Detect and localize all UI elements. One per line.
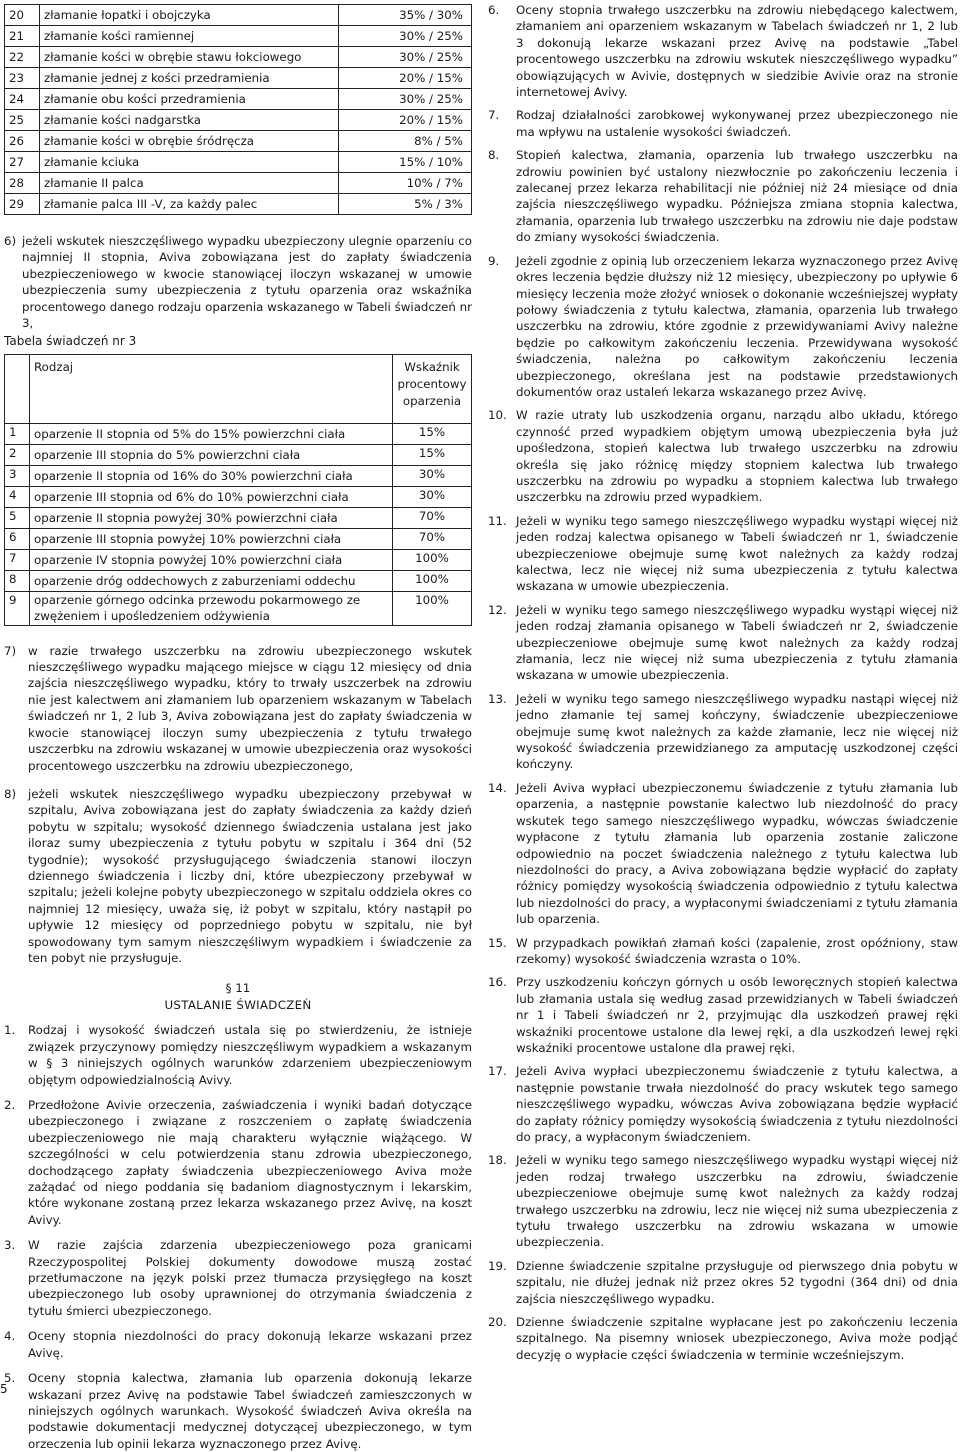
list-item-number: 15. <box>488 935 507 950</box>
table-row <box>5 5 472 26</box>
table-row <box>5 528 472 549</box>
list-item-text: Oceny stopnia kalectwa, złamania lub oparzenia dokonują lekarze wskazani przez Avivę na podstawie Tabel świadczeń zamieszczonych w niniejszych ogólnych warunkach. Wysokość świadczeń Aviva określa na podstawie dokumentacji medycznej dotyczącej ubezpieczonego, w tym orzeczenia lub opinii lekarza wyznaczonego przez Avivę. <box>28 1371 472 1451</box>
list-item <box>488 407 958 505</box>
row-description: oparzenie III stopnia od 6% do 10% powierzchni ciała <box>30 486 393 507</box>
list-item <box>488 2 958 100</box>
row-number: 1 <box>5 423 30 444</box>
row-percentage: 100% <box>393 591 472 625</box>
list-item <box>488 1258 958 1307</box>
row-percentage: 100% <box>393 570 472 591</box>
list-item-number: 1. <box>4 1023 16 1038</box>
list-item <box>4 1022 472 1088</box>
left-column <box>4 4 472 1452</box>
list-item <box>488 147 958 245</box>
table-row <box>5 173 472 194</box>
row-description: złamanie jednej z kości przedramienia <box>40 68 339 89</box>
row-description: złamanie obu kości przedramienia <box>40 89 339 110</box>
list-item-number: 7. <box>488 108 500 123</box>
list-item <box>488 780 958 928</box>
list-item-text: Stopień kalectwa, złamania, oparzenia lub trwałego uszczerbku na zdrowiu powinien być ustalony niezwłocznie po zakończeniu leczenia i zalecanej przez lekarza rehabilitacji nie później niż 24 miesiące od dnia zajścia nieszczęśliwego wypadku. Późniejsza zmiana stopnia kalectwa, złamania, oparzenia lub trwałego uszczerbku na zdrowiu nie daje podstaw do zmiany wysokości świadczenia. <box>516 148 958 245</box>
row-percentage: 100% <box>393 549 472 570</box>
list-item-text: W razie utraty lub uszkodzenia organu, narządu albo układu, którego czynność przed wypadkiem objętym umową ubezpieczenia była już upośledzona, stopień kalectwa lub trwałego uszczerbku na zdrowiu określa się jako różnicę między stopniem kalectwa lub trwałego uszczerbku na zdrowiu po wypadku a stopniem kalectwa lub trwałego uszczerbku na zdrowiu przed wypadkiem. <box>516 408 958 505</box>
row-description: oparzenie II stopnia od 16% do 30% powierzchni ciała <box>30 465 393 486</box>
list-item <box>488 691 958 773</box>
table-row <box>5 110 472 131</box>
row-description: złamanie kości ramiennej <box>40 26 339 47</box>
list-item-text: W razie zajścia zdarzenia ubezpieczeniowego poza granicami Rzeczypospolitej Polskiej dokumenty dowodowe muszą zostać przetłumaczone na język polski przez tłumacza przysięgłego na koszt ubezpieczonego lub osoby uprawnionej do otrzymania świadczenia z tytułu śmierci ubezpieczonego. <box>28 1238 472 1318</box>
table-row <box>5 570 472 591</box>
row-percentage: 5% / 3% <box>339 194 472 215</box>
row-number: 26 <box>5 131 40 152</box>
row-number: 2 <box>5 444 30 465</box>
row-description: złamanie kości w obrębie śródręcza <box>40 131 339 152</box>
row-number: 20 <box>5 5 40 26</box>
list-item-number: 13. <box>488 691 507 706</box>
row-description: złamanie kości nadgarstka <box>40 110 339 131</box>
table-row <box>5 507 472 528</box>
list-item-number: 17. <box>488 1064 507 1079</box>
list-item-text: Przedłożone Avivie orzeczenia, zaświadczenia i wyniki badań dotyczące ubezpieczonego i związane z roszczeniem o zapłatę świadczenia ubezpieczeniowego nie mają charakteru wyłącznie wiążącego. W szczególności w celu potwierdzenia stanu zdrowia ubezpieczonego, dochodzącego zapłaty świadczenia ubezpieczeniowego Aviva może zażądać od niego poddania się badaniom diagnostycznym i lekarskim, które wykonane zostaną przez lekarza wskazanego przez Avivę, na koszt Avivy. <box>28 1098 472 1227</box>
row-number: 24 <box>5 89 40 110</box>
list-item <box>488 974 958 1056</box>
row-number: 6 <box>5 528 30 549</box>
list-item <box>488 1152 958 1250</box>
list-item-text: Przy uszkodzeniu kończyn górnych u osób leworęcznych stopień kalectwa lub złamania ustala się według zasad przewidzianych w Tabeli świadczeń nr 1 i Tabeli świadczeń nr 2, przyjmując dla uszkodzeń prawej ręki wskaźniki procentowe ustalone dla lewej ręki, a dla uszkodzeń lewej ręki wskaźniki procentowe ustalone dla prawej ręki. <box>516 975 958 1055</box>
list-item-text: Rodzaj i wysokość świadczeń ustala się po stwierdzeniu, że istnieje związek przyczynowy pomiędzy nieszczęśliwym wypadkiem a wskazanym w § 3 niniejszych ogólnych warunków zdarzeniem ubezpieczeniowym objętym odpowiedzialnością Avivy. <box>28 1023 472 1087</box>
clause-text: jeżeli wskutek nieszczęśliwego wypadku ubezpieczony przebywał w szpitalu, Aviva zobowiązana jest do zapłaty świadczenia za każdy dzień pobytu w szpitalu; wysokość dziennego świadczenia ustalana jest jako iloraz sumy ubezpieczenia z tytułu pobytu w szpitalu i 364 dni (52 tygodnie); wysokość przysługującego świadczenia stanowi iloczyn dziennego świadczenia i liczby dni, które ubezpieczony przebywał w szpitalu; jeżeli kolejne pobyty ubezpieczonego w szpitalu oddziela okres co najmniej 12 miesięcy, uważa się, iż pobyt w szpitalu, który nastąpił po upływie 12 miesięcy od poprzedniego pobytu w szpitalu, nie był spowodowany tym samym nieszczęśliwym wypadkiem i świadczenie za ten pobyt nie przysługuje. <box>28 786 472 965</box>
list-item-number: 6. <box>488 3 500 17</box>
list-item <box>4 1370 472 1452</box>
list-item <box>488 1063 958 1145</box>
table-row <box>5 68 472 89</box>
table-row <box>5 423 472 444</box>
row-description: oparzenie III stopnia powyżej 10% powierzchni ciała <box>30 528 393 549</box>
list-item-number: 2. <box>4 1098 16 1112</box>
list-item-number: 4. <box>4 1329 16 1344</box>
row-description: oparzenie górnego odcinka przewodu pokarmowego ze zwężeniem i upośledzeniem odżywienia <box>30 591 393 625</box>
list-item-text: Jeżeli Aviva wypłaci ubezpieczonemu świadczenie z tytułu kalectwa, a następnie powstanie trwała niezdolność do pracy wskutek tego samego nieszczęśliwego wypadku, wówczas Aviva zobowiązana będzie wypłacić do zapłaty różnicy pomiędzy wysokością świadczenia z tytułu niezdolności do pracy, a wypłaconym świadczeniem. <box>516 1064 958 1144</box>
clause-8 <box>4 786 472 966</box>
row-number: 27 <box>5 152 40 173</box>
list-item-number: 19. <box>488 1258 507 1273</box>
row-percentage: 15% <box>393 444 472 465</box>
row-percentage: 10% / 7% <box>339 173 472 194</box>
list-item <box>4 1097 472 1228</box>
clause-number: 8) <box>4 786 17 801</box>
row-percentage: 35% / 30% <box>339 5 472 26</box>
list-item <box>488 602 958 684</box>
clause-number: 7) <box>4 643 17 658</box>
row-description: oparzenie III stopnia do 5% powierzchni ciała <box>30 444 393 465</box>
list-item-text: Jeżeli w wyniku tego samego nieszczęśliwego wypadku wystąpi więcej niż jeden rodzaj kalectwa opisanego w Tabeli świadczeń nr 1, świadczenie ubezpieczeniowe obejmuje sumę kwot należnych za każdy rodzaj kalectwa, lecz nie więcej niż suma ubezpieczenia z tytułu kalectwa wskazana w umowie ubezpieczenia. <box>516 513 958 594</box>
row-percentage: 20% / 15% <box>339 110 472 131</box>
clause-text: jeżeli wskutek nieszczęśliwego wypadku ubezpieczony ulegnie oparzeniu co najmniej II stopnia, Aviva zobowiązana jest do zapłaty świadczenia ubezpieczeniowego w kwocie stanowiącej iloczyn wskazanej w umowie ubezpieczenia sumy ubezpieczenia z tytułu oparzenia oraz wskaźnika procentowego danego rodzaju oparzenia wskazanego w Tabeli świadczeń nr 3, <box>22 234 472 331</box>
table-row <box>5 47 472 68</box>
row-percentage: 70% <box>393 528 472 549</box>
section-number: § 11 <box>225 981 251 996</box>
row-percentage: 15% / 10% <box>339 152 472 173</box>
list-item <box>4 1237 472 1319</box>
list-item-number: 5. <box>4 1371 16 1386</box>
clause-7 <box>4 643 472 774</box>
row-description: złamanie kciuka <box>40 152 339 173</box>
clause-text: w razie trwałego uszczerbku na zdrowiu ubezpieczonego wskutek nieszczęśliwego wypadku mającego miejsce w ciągu 12 miesięcy od dnia zajścia nieszczęśliwego wypadku, który to trwały uszczerbek na zdrowiu nie jest kalectwem ani złamaniem lub oparzeniem wskazanym w Tabelach świadczeń nr 1, 2 lub 3, Aviva zobowiązana jest do zapłaty świadczenia w kwocie stanowiącej iloczyn sumy ubezpieczenia z tytułu trwałego uszczerbku na zdrowiu wskazanej w umowie ubezpieczenia oraz wysokości procentowego uszczerbku na zdrowiu ubezpieczonego, <box>28 643 472 773</box>
right-numbered-list <box>488 2 958 1363</box>
row-number: 29 <box>5 194 40 215</box>
row-percentage: 30% / 25% <box>339 26 472 47</box>
row-number: 9 <box>5 591 30 625</box>
table-row <box>5 444 472 465</box>
section-title: USTALANIE ŚWIADCZEŃ <box>164 998 312 1013</box>
list-item <box>488 1314 958 1363</box>
row-percentage: 30% / 25% <box>339 47 472 68</box>
list-item <box>488 253 958 401</box>
list-item <box>488 107 958 140</box>
list-item-number: 14. <box>488 780 507 795</box>
table-row <box>5 194 472 215</box>
section-heading <box>4 980 472 1014</box>
list-item-number: 3. <box>4 1238 16 1253</box>
list-item-number: 11. <box>488 513 507 528</box>
table-row <box>5 152 472 173</box>
row-description: oparzenie dróg oddechowych z zaburzeniami oddechu <box>30 570 393 591</box>
clause-6 <box>4 233 472 331</box>
burn-table <box>4 354 472 626</box>
list-item-number: 8. <box>488 148 500 163</box>
row-description: złamanie łopatki i obojczyka <box>40 5 339 26</box>
row-description: złamanie II palca <box>40 173 339 194</box>
row-percentage: 30% <box>393 486 472 507</box>
list-item <box>488 513 958 595</box>
list-item-text: Oceny stopnia niezdolności do pracy dokonują lekarze wskazani przez Avivę. <box>28 1329 472 1360</box>
row-percentage: 20% / 15% <box>339 68 472 89</box>
row-percentage: 70% <box>393 507 472 528</box>
table-header-row <box>5 354 472 423</box>
row-percentage: 30% / 25% <box>339 89 472 110</box>
header-cell-percent: Wskaźnik procentowy oparzenia <box>393 354 472 423</box>
row-description: złamanie palca III -V, za każdy palec <box>40 194 339 215</box>
left-numbered-list <box>4 1022 472 1452</box>
row-number: 4 <box>5 486 30 507</box>
row-number: 5 <box>5 507 30 528</box>
row-number: 3 <box>5 465 30 486</box>
row-description: oparzenie II stopnia od 5% do 15% powierzchni ciała <box>30 423 393 444</box>
fracture-table <box>4 4 472 215</box>
list-item-text: Oceny stopnia trwałego uszczerbku na zdrowiu niebędącego kalectwem, złamaniem ani oparzeniem wskazanym w Tabelach świadczeń nr 1, 2 lub 3 dokonują lekarze wskazani przez Avivę na podstawie „Tabel procentowego uszczerbku na zdrowiu wskutek nieszczęśliwego wypadku” obowiązujących w Avivie, dostępnych w siedzibie Avivie oraz na stronie internetowej Avivy. <box>516 3 958 100</box>
list-item-text: Dzienne świadczenie szpitalne wypłacane jest po zakończeniu leczenia szpitalnego. Na pisemny wniosek ubezpieczonego, Aviva może podjąć decyzję o wypłacie części świadczenia w terminie wcześniejszym. <box>516 1315 958 1362</box>
list-item-text: Dzienne świadczenie szpitalne przysługuje od pierwszego dnia pobytu w szpitalu, nie dłużej jednak niż przez okres 52 tygodni (364 dni) od dnia zajścia nieszczęśliwego wypadku. <box>516 1258 958 1306</box>
list-item-number: 20. <box>488 1315 507 1330</box>
list-item-number: 16. <box>488 975 507 990</box>
row-number: 28 <box>5 173 40 194</box>
list-item-text: Jeżeli Aviva wypłaci ubezpieczonemu świadczenie z tytułu złamania lub oparzenia, a następnie powstanie kalectwo lub niezdolność do pracy wskutek tego samego nieszczęśliwego wypadku, wówczas świadczenie wypłacone z tytułu złamania lub oparzenia zostanie zaliczone odpowiednio na poczet świadczenia należnego z tytułu kalectwa lub niezdolności do pracy, a Aviva zobowiązana będzie wypłacić do zapłaty różnicy pomiędzy wysokością świadczenia odpowiednio z tytułu kalectwa lub niezdolności do pracy, a wypłaconymi świadczeniami z tytułu złamania lub oparzenia. <box>516 780 958 927</box>
clause-number: 6) <box>4 234 17 248</box>
list-item-text: Rodzaj działalności zarobkowej wykonywanej przez ubezpieczonego nie ma wpływu na ustalenie wysokości świadczeń. <box>516 108 958 139</box>
table-row <box>5 26 472 47</box>
list-item-text: Jeżeli w wyniku tego samego nieszczęśliwego wypadku nastąpi więcej niż jedno złamanie tej samej kończyny, świadczenie ubezpieczeniowe obejmuje sumę kwot należnych za każde złamanie, lecz nie więcej niż wysokość świadczenia przewidzianego za amputację uszkodzonej części kończyny. <box>516 691 958 772</box>
row-number: 22 <box>5 47 40 68</box>
row-description: złamanie kości w obrębie stawu łokciowego <box>40 47 339 68</box>
row-percentage: 15% <box>393 423 472 444</box>
row-number: 25 <box>5 110 40 131</box>
table-row <box>5 131 472 152</box>
row-number: 21 <box>5 26 40 47</box>
row-description: oparzenie IV stopnia powyżej 10% powierzchni ciała <box>30 549 393 570</box>
table-row <box>5 549 472 570</box>
table-3-title: Tabela świadczeń nr 3 <box>4 334 137 349</box>
list-item-number: 9. <box>488 253 500 268</box>
page-number: 5 <box>0 1382 8 1396</box>
list-item-number: 18. <box>488 1153 507 1168</box>
row-number: 7 <box>5 549 30 570</box>
header-cell-empty <box>5 354 30 423</box>
row-percentage: 8% / 5% <box>339 131 472 152</box>
list-item-text: Jeżeli zgodnie z opinią lub orzeczeniem lekarza wyznaczonego przez Avivę okres leczenia będzie dłuższy niż 12 miesięcy, ubezpieczony po upływie 6 miesięcy leczenia może złożyć wniosek o dokonanie wcześniejszej wypłaty połowy świadczenia z tytułu kalectwa, złamania, oparzenia lub trwałego uszczerbku na zdrowiu, które zgodnie z przewidywaniami Avivy należne będzie po całkowitym zakończeniu leczenia. Przewidywana wysokość świadczenia, należna po całkowitym zakończeniu leczenia ubezpieczonego, określana jest na podstawie przedstawionych dokumentów oraz ustaleń lekarza wskazanego przez Avivę. <box>516 253 958 399</box>
table-row <box>5 89 472 110</box>
table-row <box>5 591 472 625</box>
row-number: 8 <box>5 570 30 591</box>
list-item-text: Jeżeli w wyniku tego samego nieszczęśliwego wypadku wystąpi więcej niż jeden rodzaj złamania opisanego w Tabeli świadczeń nr 2, świadczenie ubezpieczeniowe obejmuje sumę kwot należnych za każdy rodzaj złamania, lecz nie więcej niż suma ubezpieczenia z tytułu złamania wskazana w umowie ubezpieczenia. <box>516 602 958 683</box>
list-item-text: W przypadkach powikłań złamań kości (zapalenie, zrost opóźniony, staw rzekomy) wysokość świadczenia wzrasta o 10%. <box>516 935 958 966</box>
list-item-number: 10. <box>488 408 507 423</box>
table-row <box>5 486 472 507</box>
list-item-number: 12. <box>488 602 507 617</box>
header-cell-type: Rodzaj <box>30 354 393 423</box>
row-percentage: 30% <box>393 465 472 486</box>
table-row <box>5 465 472 486</box>
list-item <box>4 1328 472 1361</box>
list-item-text: Jeżeli w wyniku tego samego nieszczęśliwego wypadku wystąpi więcej niż jeden rodzaj trwałego uszczerbku na zdrowiu, świadczenie ubezpieczeniowe obejmuje sumę kwot należnych za każdy rodzaj trwałego uszczerbku na zdrowiu, lecz nie więcej niż suma ubezpieczenia z tytułu trwałego uszczerbku na zdrowiu wskazana w umowie ubezpieczenia. <box>516 1153 958 1250</box>
list-item <box>488 935 958 968</box>
row-description: oparzenie II stopnia powyżej 30% powierzchni ciała <box>30 507 393 528</box>
row-number: 23 <box>5 68 40 89</box>
right-column <box>488 2 958 1363</box>
